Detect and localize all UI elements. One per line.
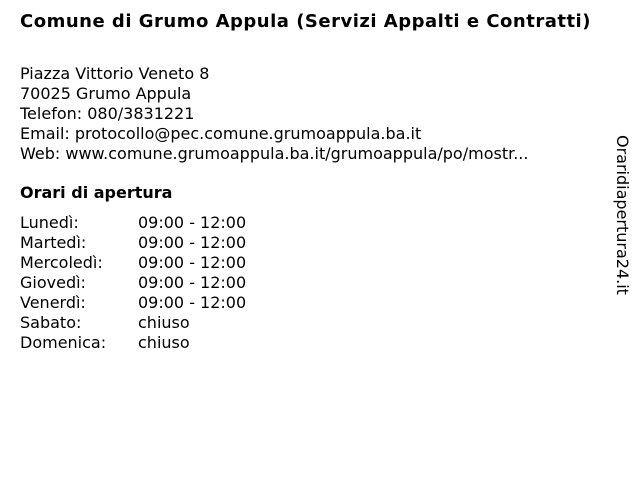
day-label: Venerdì:: [20, 293, 86, 312]
time-value: 09:00 - 12:00: [138, 273, 247, 292]
day-label: Lunedì:: [20, 213, 79, 232]
page-title: Comune di Grumo Appula (Servizi Appalti e Contratti): [20, 11, 591, 32]
web-line: Web: www.comune.grumoappula.ba.it/grumoappula/po/mostr...: [20, 144, 529, 163]
time-value: 09:00 - 12:00: [138, 293, 247, 312]
phone-line: Telefon: 080/3831221: [20, 104, 195, 123]
city-line: 70025 Grumo Appula: [20, 84, 192, 103]
time-value: 09:00 - 12:00: [138, 253, 247, 272]
contact-block: [20, 64, 528, 164]
time-value: 09:00 - 12:00: [138, 233, 247, 252]
site-brand: Oraridiapertura24.it: [613, 135, 632, 295]
hours-heading: Orari di apertura: [20, 183, 173, 202]
day-label: Domenica:: [20, 333, 107, 352]
email-line: Email: protocollo@pec.comune.grumoappula.ba.it: [20, 124, 422, 143]
time-value: chiuso: [138, 313, 190, 332]
address-line: Piazza Vittorio Veneto 8: [20, 64, 210, 83]
time-value: 09:00 - 12:00: [138, 213, 247, 232]
day-label: Sabato:: [20, 313, 82, 332]
time-value: chiuso: [138, 333, 190, 352]
day-label: Mercoledì:: [20, 253, 103, 272]
day-label: Martedì:: [20, 233, 87, 252]
day-label: Giovedì:: [20, 273, 86, 292]
